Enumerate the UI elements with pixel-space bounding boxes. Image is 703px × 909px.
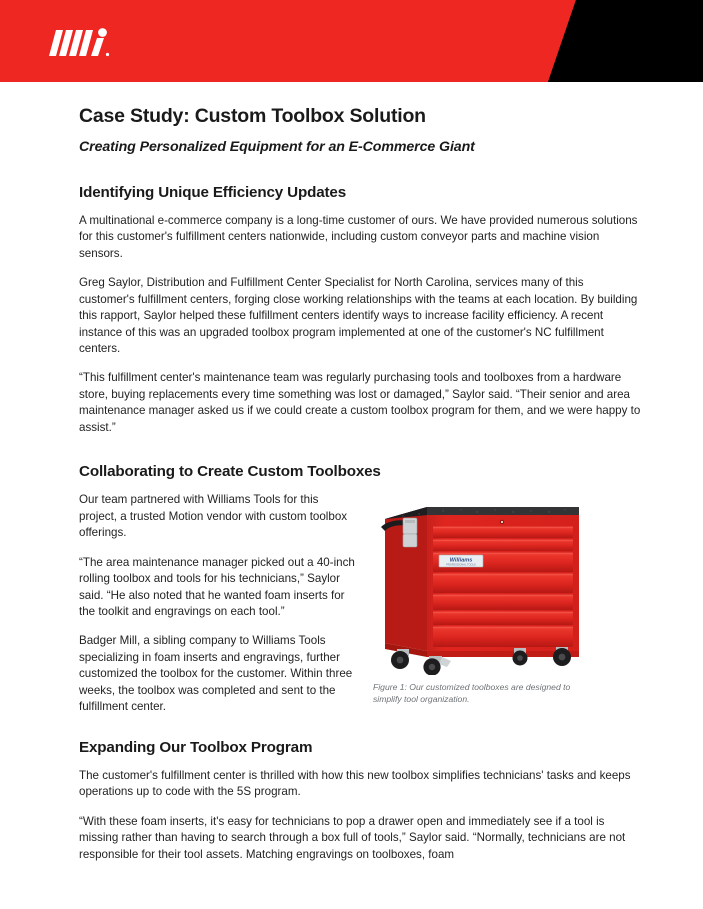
figure-column [373, 492, 641, 705]
document-page [0, 82, 703, 863]
document-content [0, 82, 703, 863]
page-header-banner [0, 0, 703, 82]
svg-text:Williams: Williams [449, 557, 473, 564]
section-expanding [79, 738, 641, 863]
figure-caption: Figure 1: Our customized toolboxes are designed to simplify tool organization. [373, 682, 571, 704]
section-heading-expanding: Expanding Our Toolbox Program [79, 738, 313, 756]
section-text-column [79, 492, 355, 715]
paragraph: Greg Saylor, Distribution and Fulfillment Center Specialist for North Carolina, services many of this customer's fulfillment centers, forging close working relationships with the teams at each location. By building this rapport, Saylor helped these fulfillment centers identify ways to increase facility efficiency. A recent instance of this was an upgraded toolbox program implemented at one of the customer's NC fulfillment centers. [79, 276, 638, 355]
section-heading-identifying: Identifying Unique Efficiency Updates [79, 183, 347, 201]
paragraph: “The area maintenance manager picked out a 40-inch rolling toolbox and tools for his technicians,” Saylor said. “He also noted that he wanted foam inserts for the toolkit and engravings on each tool.” [79, 555, 355, 618]
text-figure-row [79, 492, 641, 715]
svg-text:PROFESSIONAL TOOLS: PROFESSIONAL TOOLS [446, 563, 476, 567]
motion-industries-mi-logo [43, 26, 113, 60]
section-heading-collaborating: Collaborating to Create Custom Toolboxes [79, 463, 381, 481]
paragraph: Badger Mill, a sibling company to Williams Tools specializing in foam inserts and engravings, further customized the toolbox for the customer. Within three weeks, the toolbox was completed and sent to the fulfillment center. [79, 634, 353, 714]
paragraph: Our team partnered with Williams Tools for this project, a trusted Motion vendor with custom toolbox offerings. [79, 493, 348, 540]
paragraph: The customer's fulfillment center is thrilled with how this new toolbox simplifies technicians' tasks and keeps operations up to code with the 5S program. [79, 768, 631, 799]
page-title: Case Study: Custom Toolbox Solution [79, 105, 426, 127]
page-subtitle: Creating Personalized Equipment for an E-Commerce Giant [79, 139, 475, 156]
red-rolling-toolbox-photo [373, 493, 613, 675]
figure-1 [373, 493, 641, 705]
paragraph: “This fulfillment center's maintenance team was regularly purchasing tools and toolboxes from a hardware store, buying replacements every time something was lost or damaged,” Saylor said. “Their senior and area maintenance manager asked us if we could create a custom toolbox program for them, and we were happy to assist.” [79, 371, 641, 434]
paragraph: A multinational e-commerce company is a long-time customer of ours. We have provided numerous solutions for this customer's fulfillment centers nationwide, including custom conveyor parts and machine vision sensors. [79, 213, 638, 260]
paragraph: “With these foam inserts, it's easy for technicians to pop a drawer open and immediately see if a tool is missing rather than having to search through a box full of tools,” Saylor said. “Normally, technicians are not responsible for their tool assets. Matching engravings on toolboxes, foam [79, 814, 626, 861]
